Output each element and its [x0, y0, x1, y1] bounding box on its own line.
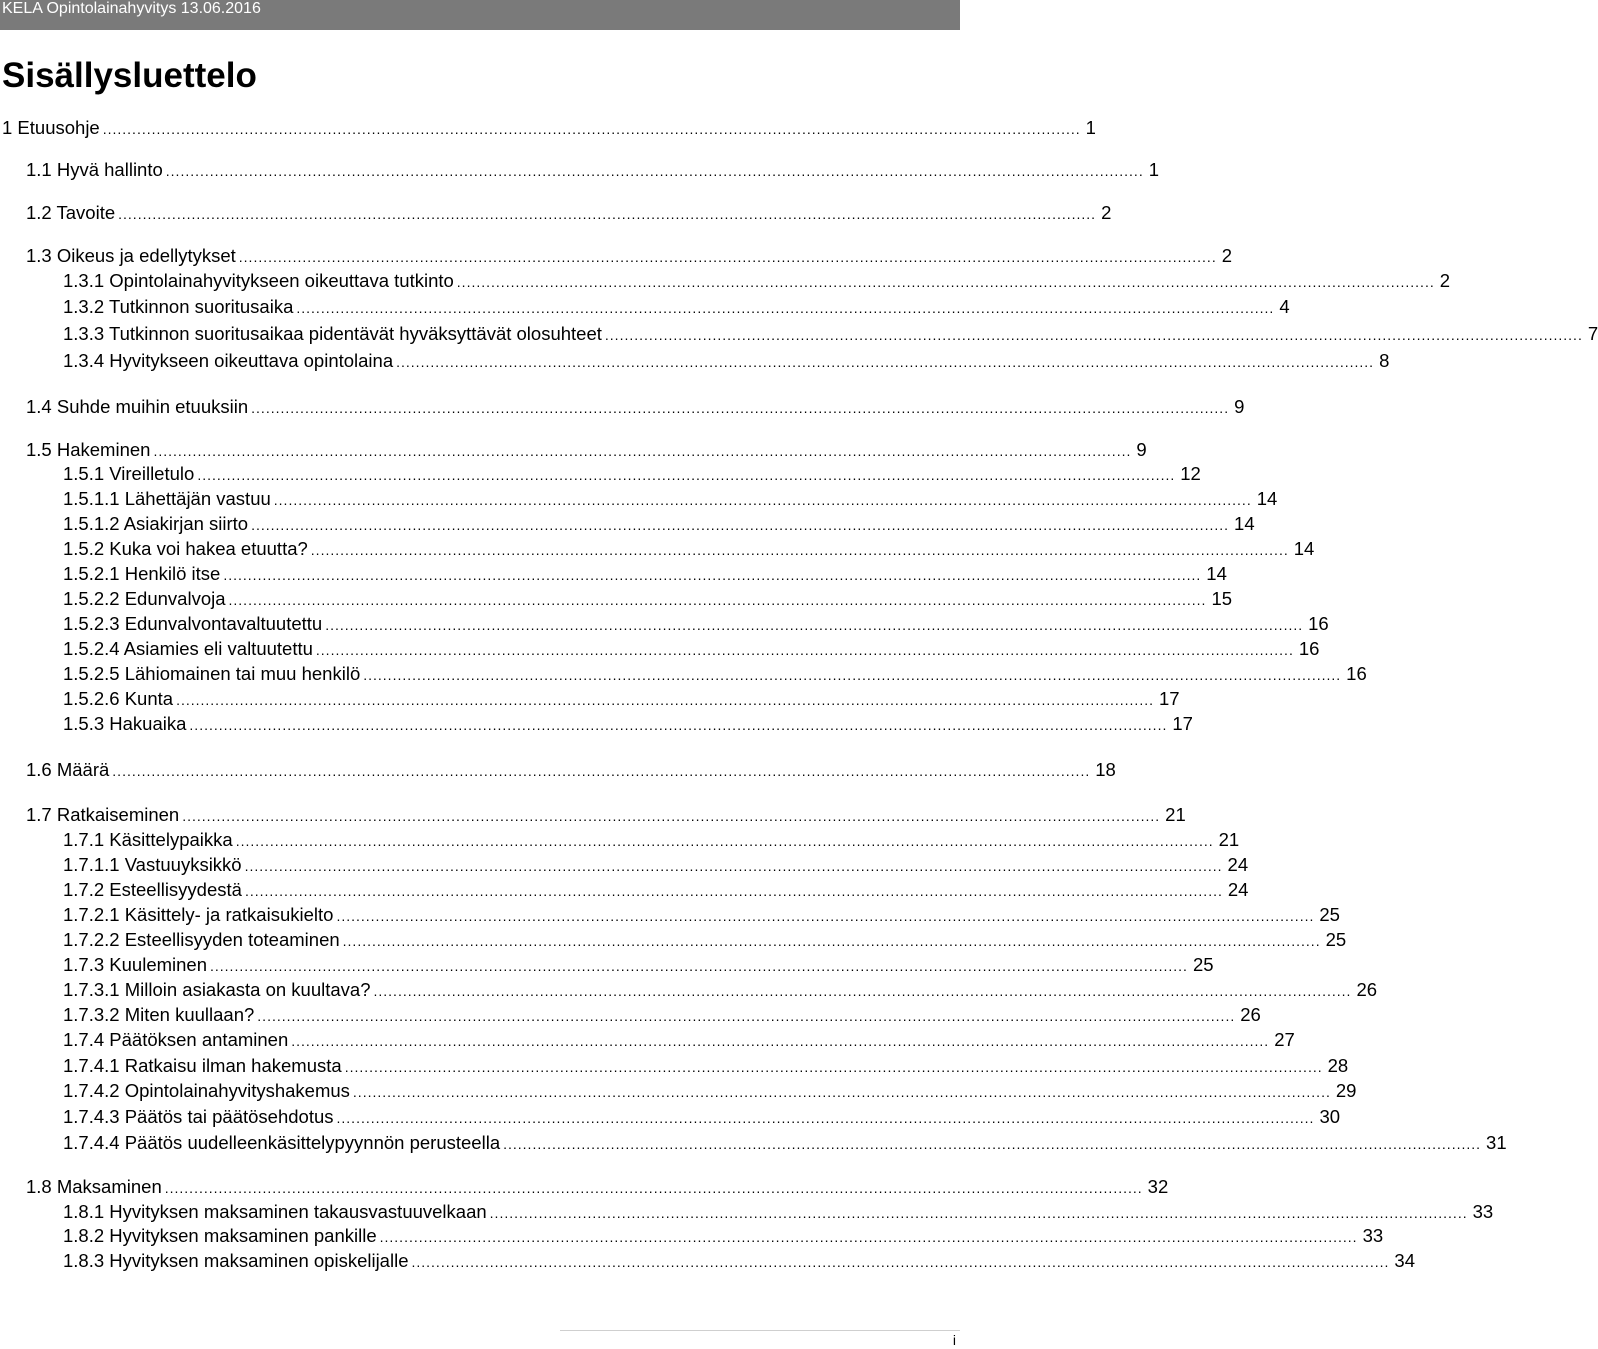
toc-entry[interactable] [63, 563, 1227, 585]
dot-leader: ........................................................................................................................................................................................................ [189, 717, 1168, 733]
toc-entry-label: 1.5.2.3 Edunvalvontavaltuutettu [63, 613, 323, 634]
footer-page-number: i [952, 1332, 956, 1348]
toc-entry-label: 1.7.2.2 Esteellisyyden toteaminen [63, 929, 340, 950]
toc-entry-label: 1 Etuusohje [2, 117, 100, 138]
toc-entry-page-number: 24 [1227, 854, 1249, 875]
toc-entry-label: 1.7.2.1 Käsittely- ja ratkaisukielto [63, 904, 334, 925]
toc-entry-page-number: 9 [1234, 396, 1245, 417]
dot-leader: ........................................................................................................................................................................................................ [489, 1205, 1468, 1221]
toc-entry[interactable] [26, 202, 1112, 224]
toc-entry-page-number: 14 [1234, 513, 1255, 534]
dot-leader: ........................................................................................................................................................................................................ [352, 1084, 1331, 1100]
toc-entry[interactable] [26, 439, 1147, 461]
toc-entry-page-number: 2 [1221, 245, 1233, 266]
toc-entry-page-number: 15 [1211, 588, 1233, 609]
toc-entry[interactable] [63, 1132, 1507, 1154]
toc-entry[interactable] [63, 663, 1367, 685]
toc-entry-page-number: 17 [1172, 713, 1193, 734]
dot-leader: ........................................................................................................................................................................................................ [273, 492, 1252, 508]
dot-leader: ........................................................................................................................................................................................................ [257, 1008, 1236, 1024]
toc-entry-label: 1.5.2.6 Kunta [63, 688, 174, 709]
toc-entry-label: 1.5.2.2 Edunvalvoja [63, 588, 226, 609]
toc-entry-label: 1.7 Ratkaiseminen [26, 804, 180, 825]
toc-entry-label: 1.5.2.5 Lähiomainen tai muu henkilö [63, 663, 361, 684]
toc-entry[interactable] [63, 1004, 1261, 1026]
toc-entry-label: 1.7.3.2 Miten kuullaan? [63, 1004, 255, 1025]
dot-leader: ........................................................................................................................................................................................................ [153, 443, 1132, 459]
toc-entry-label: 1.7.1.1 Vastuuyksikkö [63, 854, 242, 875]
toc-entry-label: 1.3.3 Tutkinnon suoritusaikaa pidentävät hyväksyttävät olosuhteet [63, 323, 602, 344]
toc-entry-label: 1.5.2.1 Henkilö itse [63, 563, 221, 584]
toc-entry-label: 1.7.4.3 Päätös tai päätösehdotus [63, 1106, 334, 1127]
dot-leader: ........................................................................................................................................................................................................ [604, 327, 1583, 343]
toc-entry[interactable] [63, 979, 1378, 1001]
toc-entry[interactable] [63, 1225, 1384, 1247]
toc-entry-page-number: 1 [1085, 117, 1096, 138]
dot-leader: ........................................................................................................................................................................................................ [251, 517, 1230, 533]
dot-leader: ........................................................................................................................................................................................................ [235, 833, 1214, 849]
dot-leader: ........................................................................................................................................................................................................ [182, 808, 1161, 824]
toc-entry-page-number: 14 [1293, 538, 1315, 559]
toc-entry-page-number: 26 [1240, 1004, 1261, 1025]
toc-entry-label: 1.6 Määrä [26, 759, 110, 780]
dot-leader: ........................................................................................................................................................................................................ [244, 883, 1223, 899]
toc-entry-label: 1.7.1 Käsittelypaikka [63, 829, 233, 850]
toc-entry-page-number: 17 [1159, 688, 1180, 709]
footer-divider [560, 1330, 960, 1331]
toc-entry-label: 1.5.1.1 Lähettäjän vastuu [63, 488, 271, 509]
toc-entry-label: 1.8.3 Hyvityksen maksaminen opiskelijalle [63, 1250, 409, 1271]
toc-entry-page-number: 26 [1356, 979, 1378, 1000]
dot-leader: ........................................................................................................................................................................................................ [164, 1180, 1143, 1196]
toc-entry-label: 1.5 Hakeminen [26, 439, 151, 460]
toc-entry-label: 1.7.4 Päätöksen antaminen [63, 1029, 289, 1050]
toc-entry[interactable] [63, 613, 1329, 635]
toc-entry-page-number: 16 [1308, 613, 1329, 634]
toc-entry[interactable] [63, 638, 1320, 660]
header-text: KELA Opintolainahyvitys 13.06.2016 [2, 0, 261, 17]
toc-entry-label: 1.7.3.1 Milloin asiakasta on kuultava? [63, 979, 371, 1000]
toc-entry-label: 1.7.3 Kuuleminen [63, 954, 207, 975]
toc-entry-page-number: 4 [1279, 296, 1290, 317]
toc-entry-page-number: 14 [1256, 488, 1278, 509]
toc-entry[interactable] [63, 270, 1451, 292]
dot-leader: ........................................................................................................................................................................................................ [118, 206, 1097, 222]
dot-leader: ........................................................................................................................................................................................................ [223, 567, 1202, 583]
dot-leader: ........................................................................................................................................................................................................ [336, 1110, 1315, 1126]
toc-entry-page-number: 8 [1379, 350, 1390, 371]
toc-entry-page-number: 16 [1346, 663, 1367, 684]
toc-entry-label: 1.8.2 Hyvityksen maksaminen pankille [63, 1225, 377, 1246]
dot-leader: ........................................................................................................................................................................................................ [336, 908, 1315, 924]
toc-entry[interactable] [26, 1176, 1169, 1198]
toc-entry[interactable] [63, 1201, 1494, 1223]
toc-entry[interactable] [2, 117, 1096, 139]
toc-entry[interactable] [63, 1029, 1295, 1051]
dot-leader: ........................................................................................................................................................................................................ [210, 958, 1188, 974]
toc-entry[interactable] [26, 804, 1186, 826]
dot-leader: ........................................................................................................................................................................................................ [344, 1059, 1323, 1075]
toc-entry-page-number: 28 [1327, 1055, 1349, 1076]
dot-leader: ........................................................................................................................................................................................................ [315, 642, 1294, 658]
toc-entry[interactable] [63, 513, 1255, 535]
toc-entry[interactable] [63, 588, 1233, 610]
dot-leader: ........................................................................................................................................................................................................ [176, 692, 1154, 708]
toc-entry[interactable] [63, 904, 1340, 926]
dot-leader: ........................................................................................................................................................................................................ [296, 300, 1275, 316]
toc-entry[interactable] [63, 854, 1249, 876]
toc-entry-page-number: 24 [1227, 879, 1249, 900]
toc-entry-page-number: 25 [1319, 904, 1340, 925]
toc-entry-page-number: 32 [1147, 1176, 1169, 1197]
dot-leader: ........................................................................................................................................................................................................ [396, 354, 1375, 370]
toc-entry-page-number: 7 [1587, 323, 1598, 344]
toc-entry-page-number: 30 [1319, 1106, 1341, 1127]
dot-leader: ........................................................................................................................................................................................................ [102, 121, 1081, 137]
toc-entry[interactable] [63, 954, 1214, 976]
toc-entry[interactable] [63, 323, 1598, 345]
toc-entry[interactable] [63, 296, 1290, 318]
toc-entry-label: 1.8 Maksaminen [26, 1176, 162, 1197]
toc-entry-label: 1.2 Tavoite [26, 202, 116, 223]
toc-entry[interactable] [26, 159, 1160, 181]
toc-entry[interactable] [26, 759, 1116, 781]
toc-entry-page-number: 25 [1325, 929, 1347, 950]
toc-entry-label: 1.7.4.1 Ratkaisu ilman hakemusta [63, 1055, 342, 1076]
page-title: Sisällysluettelo [2, 56, 257, 95]
dot-leader: ........................................................................................................................................................................................................ [411, 1254, 1390, 1270]
toc-entry[interactable] [63, 1250, 1415, 1272]
toc-entry-label: 1.7.4.4 Päätös uudelleenkäsittelypyynnön perusteella [63, 1132, 501, 1153]
toc-entry[interactable] [63, 688, 1180, 710]
toc-entry-label: 1.3 Oikeus ja edellytykset [26, 245, 236, 266]
dot-leader: ........................................................................................................................................................................................................ [379, 1229, 1358, 1245]
toc-entry[interactable] [63, 350, 1390, 372]
dot-leader: ........................................................................................................................................................................................................ [325, 617, 1304, 633]
toc-entry-label: 1.8.1 Hyvityksen maksaminen takausvastuuvelkaan [63, 1201, 487, 1222]
dot-leader: ........................................................................................................................................................................................................ [503, 1136, 1482, 1152]
toc-entry-page-number: 29 [1335, 1080, 1357, 1101]
toc-entry-label: 1.1 Hyvä hallinto [26, 159, 163, 180]
toc-entry-page-number: 2 [1439, 270, 1451, 291]
toc-entry-page-number: 21 [1218, 829, 1240, 850]
toc-entry[interactable] [63, 538, 1315, 560]
toc-entry-page-number: 9 [1136, 439, 1147, 460]
toc-entry-label: 1.3.2 Tutkinnon suoritusaika [63, 296, 294, 317]
dot-leader: ........................................................................................................................................................................................................ [197, 467, 1176, 483]
toc-entry-label: 1.5.3 Hakuaika [63, 713, 187, 734]
toc-entry-label: 1.7.2 Esteellisyydestä [63, 879, 242, 900]
dot-leader: ........................................................................................................................................................................................................ [291, 1033, 1270, 1049]
toc-entry-page-number: 33 [1362, 1225, 1384, 1246]
toc-entry-label: 1.5.2 Kuka voi hakea etuutta? [63, 538, 308, 559]
toc-entry[interactable] [63, 1080, 1357, 1102]
toc-entry-label: 1.5.1.2 Asiakirjan siirto [63, 513, 249, 534]
toc-entry[interactable] [63, 713, 1193, 735]
toc-entry[interactable] [63, 929, 1347, 951]
toc-entry-page-number: 27 [1274, 1029, 1295, 1050]
toc-entry[interactable] [63, 879, 1249, 901]
toc-entry-page-number: 34 [1394, 1250, 1415, 1271]
toc-entry[interactable] [26, 245, 1233, 267]
dot-leader: ........................................................................................................................................................................................................ [251, 400, 1230, 416]
dot-leader: ........................................................................................................................................................................................................ [244, 858, 1223, 874]
toc-entry-page-number: 33 [1472, 1201, 1494, 1222]
toc-entry[interactable] [63, 829, 1240, 851]
toc-entry-page-number: 12 [1180, 463, 1201, 484]
dot-leader: ........................................................................................................................................................................................................ [342, 933, 1321, 949]
dot-leader: ........................................................................................................................................................................................................ [373, 983, 1352, 999]
dot-leader: ........................................................................................................................................................................................................ [165, 163, 1144, 179]
toc-entry-page-number: 31 [1486, 1132, 1507, 1153]
toc-entry[interactable] [63, 463, 1201, 485]
dot-leader: ........................................................................................................................................................................................................ [238, 249, 1217, 265]
dot-leader: ........................................................................................................................................................................................................ [310, 542, 1289, 558]
toc-entry-page-number: 18 [1095, 759, 1116, 780]
toc-entry-label: 1.7.4.2 Opintolainahyvityshakemus [63, 1080, 350, 1101]
dot-leader: ........................................................................................................................................................................................................ [363, 667, 1342, 683]
toc-entry-label: 1.3.4 Hyvitykseen oikeuttava opintolaina [63, 350, 394, 371]
toc-entry-label: 1.5.2.4 Asiamies eli valtuutettu [63, 638, 313, 659]
toc-entry-page-number: 25 [1192, 954, 1214, 975]
document-header [0, 0, 960, 30]
dot-leader: ........................................................................................................................................................................................................ [456, 274, 1435, 290]
toc-entry-page-number: 21 [1165, 804, 1186, 825]
toc-entry-label: 1.3.1 Opintolainahyvitykseen oikeuttava tutkinto [63, 270, 454, 291]
dot-leader: ........................................................................................................................................................................................................ [112, 763, 1091, 779]
toc-entry-page-number: 16 [1298, 638, 1320, 659]
toc-entry-page-number: 14 [1206, 563, 1227, 584]
toc-entry-label: 1.4 Suhde muihin etuuksiin [26, 396, 249, 417]
toc-entry-label: 1.5.1 Vireilletulo [63, 463, 195, 484]
toc-entry[interactable] [63, 1106, 1341, 1128]
toc-entry-page-number: 2 [1101, 202, 1112, 223]
dot-leader: ........................................................................................................................................................................................................ [228, 592, 1207, 608]
toc-entry[interactable] [63, 488, 1278, 510]
toc-entry[interactable] [26, 396, 1245, 418]
toc-entry[interactable] [63, 1055, 1349, 1077]
toc-entry-page-number: 1 [1148, 159, 1160, 180]
